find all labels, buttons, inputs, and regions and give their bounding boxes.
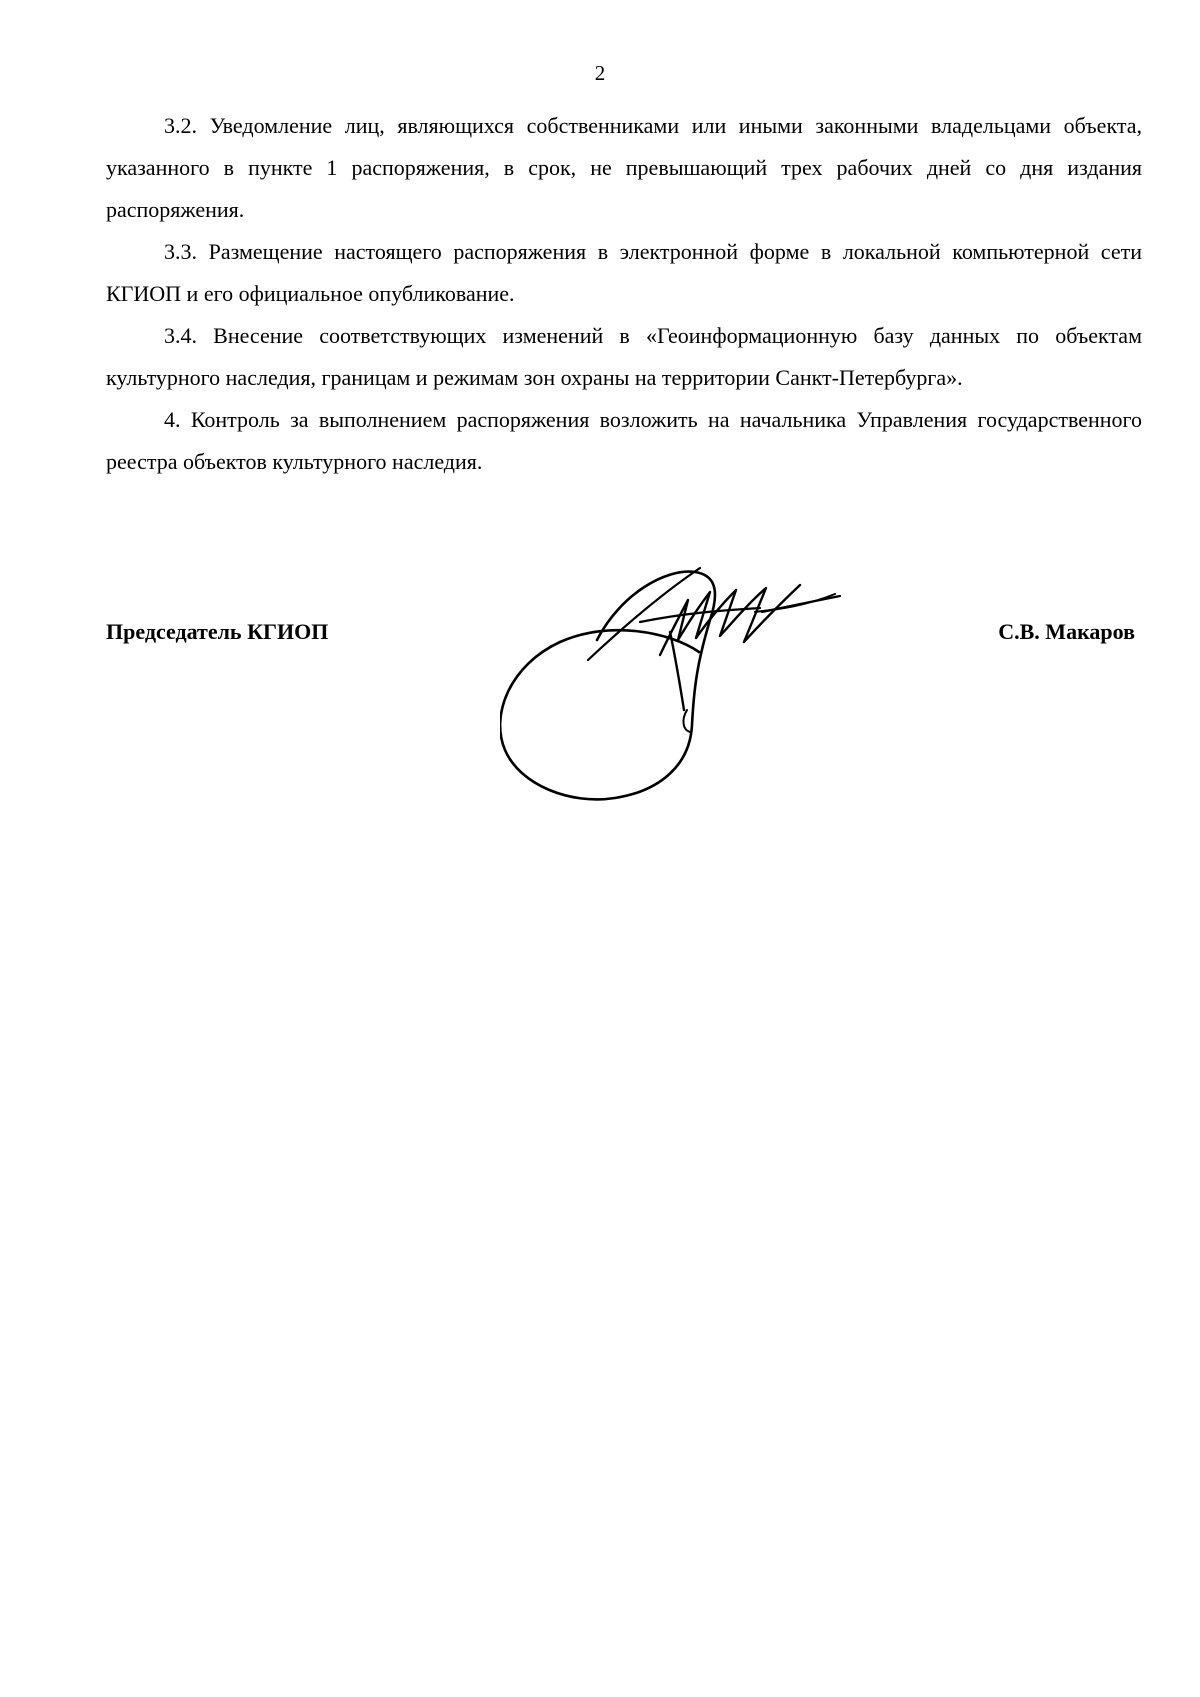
paragraph-3-2: 3.2. Уведомление лиц, являющихся собственниками или иными законными владельцами объекта, указанного в пункте 1 распоряжения, в срок, не превышающий трех рабочих дней со дня издания распоряжения.: [106, 113, 1142, 222]
document-body: [106, 105, 1142, 483]
handwritten-signature-icon: [500, 560, 930, 805]
paragraph-3-4: 3.4. Внесение соответствующих изменений в «Геоинформационную базу данных по объектам культурного наследия, границам и режимам зон охраны на территории Санкт-Петербурга».: [106, 323, 1142, 390]
paragraph-4: 4. Контроль за выполнением распоряжения возложить на начальника Управления государственного реестра объектов культурного наследия.: [106, 407, 1142, 474]
signatory-position: Председатель КГИОП: [106, 619, 329, 644]
paragraph-3-3: 3.3. Размещение настоящего распоряжения в электронной форме в локальной компьютерной сети КГИОП и его официальное опубликование.: [106, 239, 1142, 306]
page-number: 2: [594, 61, 606, 85]
signatory-name: С.В. Макаров: [998, 619, 1135, 644]
